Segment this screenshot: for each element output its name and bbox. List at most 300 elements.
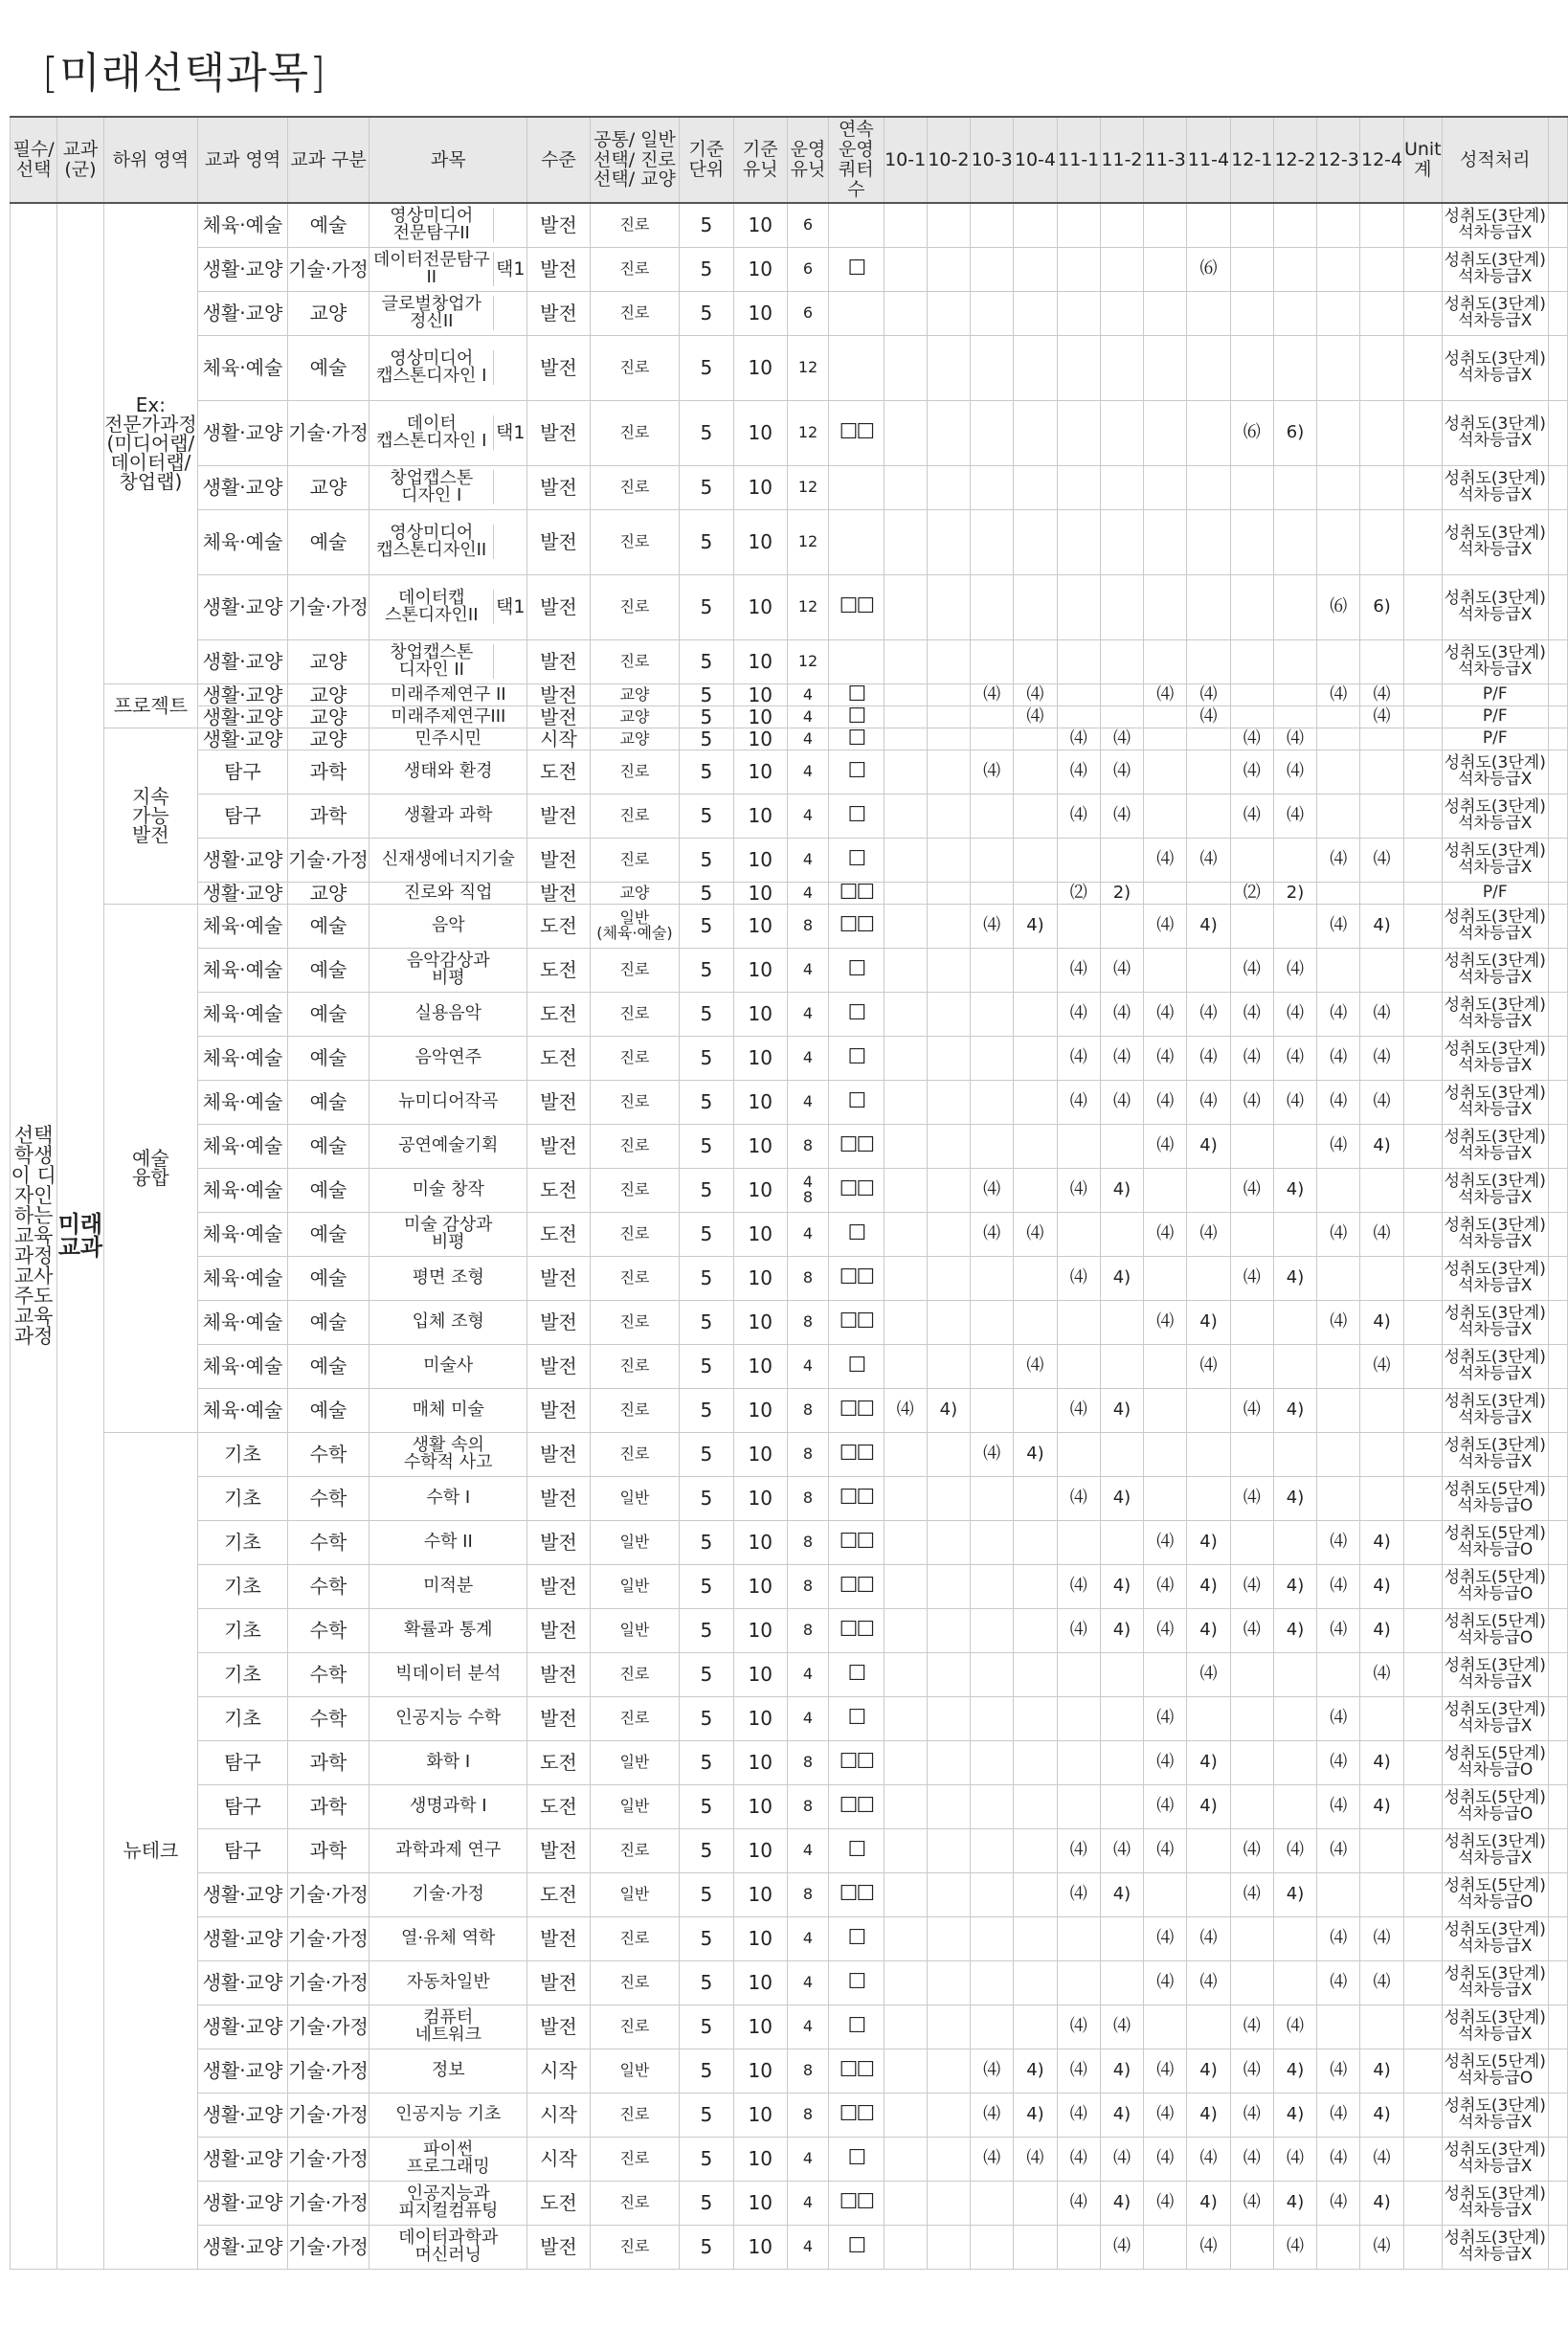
- grading-cell: 성취도(3단계) 석차등급X: [1442, 1300, 1548, 1344]
- table-row: [11, 1388, 1568, 1432]
- extra-cell: [1548, 705, 1567, 728]
- col-header: 과목: [370, 117, 527, 203]
- base-unit-cell: 5: [680, 1388, 733, 1432]
- base-credit-cell: 10: [733, 509, 787, 574]
- quarter-cell-q10-1: [884, 794, 927, 838]
- quarter-cell-q12-1: ⑷: [1230, 2004, 1273, 2049]
- quarter-cell-q10-4: [1014, 509, 1057, 574]
- quarter-cell-q10-1: [884, 882, 927, 904]
- quarter-cell-q12-1: [1230, 838, 1273, 882]
- quarter-cell-q11-1: [1057, 247, 1100, 291]
- quarter-cell-q12-2: [1273, 335, 1316, 400]
- grading-cell: 성취도(3단계) 석차등급X: [1442, 465, 1548, 509]
- quarter-cell-q11-4: [1187, 728, 1230, 750]
- quarter-cell-q10-2: [927, 509, 970, 574]
- type-cell: 교양: [590, 683, 680, 705]
- consecutive-box-cell: ☐☐: [829, 2049, 884, 2093]
- quarter-cell-q12-1: [1230, 203, 1273, 247]
- quarter-cell-q12-4: 4): [1360, 1740, 1403, 1784]
- quarter-cell-q12-4: [1360, 291, 1403, 335]
- level-cell: 시작: [527, 2093, 590, 2137]
- quarter-cell-q11-4: [1187, 1872, 1230, 1916]
- quarter-cell-q10-2: [927, 904, 970, 948]
- domain-cell: 체육·예술: [198, 1256, 288, 1300]
- type-cell: 진로: [590, 1696, 680, 1740]
- base-unit-cell: 5: [680, 400, 733, 465]
- subject-wrap: [370, 509, 527, 574]
- quarter-cell-q11-3: [1144, 1388, 1187, 1432]
- type-cell: 진로: [590, 992, 680, 1036]
- table-row: [11, 2181, 1568, 2225]
- type-cell: 진로: [590, 1388, 680, 1432]
- quarter-cell-q12-4: 4): [1360, 1124, 1403, 1168]
- domain-cell: 기초: [198, 1696, 288, 1740]
- subject-cell: 데이터캡 스톤디자인II: [384, 588, 479, 625]
- quarter-cell-q11-3: ⑷: [1144, 683, 1187, 705]
- quarter-cell-q12-4: [1360, 1828, 1403, 1872]
- domain-cell: 생활·교양: [198, 2049, 288, 2093]
- base-unit-cell: 5: [680, 728, 733, 750]
- quarter-cell-q12-4: 4): [1360, 904, 1403, 948]
- quarter-cell-q11-4: 4): [1187, 1564, 1230, 1608]
- quarter-cell-q10-1: [884, 1960, 927, 2004]
- quarter-cell-q12-2: ⑷: [1273, 794, 1316, 838]
- quarter-cell-q11-4: ⑷: [1187, 705, 1230, 728]
- quarter-cell-q10-3: [971, 1696, 1014, 1740]
- domain-cell: 탐구: [198, 1784, 288, 1828]
- quarter-cell-q11-4: [1187, 2004, 1230, 2049]
- base-credit-cell: 10: [733, 1564, 787, 1608]
- quarter-cell-q12-2: [1273, 1124, 1316, 1168]
- domain-cell: 체육·예술: [198, 1124, 288, 1168]
- division-cell: 예술: [287, 948, 370, 992]
- table-row: [11, 1212, 1568, 1256]
- consecutive-box-cell: ☐☐: [829, 1256, 884, 1300]
- quarter-cell-q11-3: ⑷: [1144, 2093, 1187, 2137]
- quarter-cell-q12-2: 4): [1273, 1872, 1316, 1916]
- op-credit-cell: 8: [787, 1784, 828, 1828]
- quarter-cell-q10-3: [971, 1124, 1014, 1168]
- choose-one-marker: [493, 296, 526, 330]
- subject-cell: 영상미디어 캡스톤디자인 I: [376, 348, 487, 386]
- quarter-cell-q12-1: ⑷: [1230, 728, 1273, 750]
- base-credit-cell: 10: [733, 1344, 787, 1388]
- quarter-cell-q12-1: ⑷: [1230, 1256, 1273, 1300]
- quarter-cell-q10-1: [884, 1740, 927, 1784]
- type-cell: 진로: [590, 2181, 680, 2225]
- level-cell: 발전: [527, 1520, 590, 1564]
- table-row: [11, 1432, 1568, 1476]
- consecutive-box-cell: ☐☐: [829, 2093, 884, 2137]
- subject-cell: 생활 속의 수학적 사고: [370, 1432, 527, 1476]
- quarter-cell-q11-4: ⑷: [1187, 1080, 1230, 1124]
- unit-total-cell: [1403, 1036, 1442, 1080]
- quarter-cell-q11-4: 4): [1187, 2049, 1230, 2093]
- subject-cell: 음악감상과 비평: [370, 948, 527, 992]
- quarter-cell-q10-4: [1014, 1168, 1057, 1212]
- quarter-cell-q12-2: 6): [1273, 400, 1316, 465]
- subject-cell: 수학 II: [370, 1520, 527, 1564]
- level-cell: 발전: [527, 1388, 590, 1432]
- quarter-cell-q11-1: ⑷: [1057, 2181, 1100, 2225]
- base-credit-cell: 10: [733, 1124, 787, 1168]
- level-cell: 도전: [527, 1872, 590, 1916]
- base-unit-cell: 5: [680, 882, 733, 904]
- quarter-cell-q11-1: [1057, 1652, 1100, 1696]
- quarter-cell-q11-1: [1057, 574, 1100, 639]
- base-unit-cell: 5: [680, 948, 733, 992]
- extra-cell: [1548, 948, 1567, 992]
- quarter-cell-q12-3: ⑹: [1317, 574, 1360, 639]
- quarter-cell-q12-2: ⑷: [1273, 992, 1316, 1036]
- consecutive-box-cell: [829, 291, 884, 335]
- type-cell: 진로: [590, 948, 680, 992]
- division-cell: 기술·가정: [287, 2049, 370, 2093]
- domain-cell: 탐구: [198, 1740, 288, 1784]
- extra-cell: [1548, 728, 1567, 750]
- level-cell: 발전: [527, 1344, 590, 1388]
- subject-cell: 정보: [370, 2049, 527, 2093]
- quarter-cell-q12-2: ⑷: [1273, 1036, 1316, 1080]
- quarter-cell-q12-2: [1273, 705, 1316, 728]
- col-header: 공통/ 일반선택/ 진로선택/ 교양: [590, 117, 680, 203]
- op-credit-cell: 4: [787, 2181, 828, 2225]
- quarter-cell-q10-2: [927, 1564, 970, 1608]
- subject-cell: 음악: [370, 904, 527, 948]
- base-credit-cell: 10: [733, 1476, 787, 1520]
- division-cell: 예술: [287, 1168, 370, 1212]
- type-cell: 진로: [590, 2004, 680, 2049]
- grading-cell: 성취도(5단계) 석차등급O: [1442, 1564, 1548, 1608]
- extra-cell: [1548, 1344, 1567, 1388]
- quarter-cell-q11-1: [1057, 1212, 1100, 1256]
- quarter-cell-q10-2: [927, 948, 970, 992]
- quarter-cell-q12-2: [1273, 838, 1316, 882]
- unit-total-cell: [1403, 1432, 1442, 1476]
- division-cell: 수학: [287, 1608, 370, 1652]
- extra-cell: [1548, 2181, 1567, 2225]
- division-cell: 기술·가정: [287, 2137, 370, 2181]
- quarter-cell-q12-1: ⑷: [1230, 750, 1273, 794]
- level-cell: 발전: [527, 882, 590, 904]
- level-cell: 발전: [527, 794, 590, 838]
- quarter-cell-q12-3: ⑷: [1317, 1916, 1360, 1960]
- quarter-cell-q10-3: [971, 728, 1014, 750]
- op-credit-cell: 8: [787, 1388, 828, 1432]
- grading-cell: 성취도(3단계) 석차등급X: [1442, 794, 1548, 838]
- op-credit-cell: 6: [787, 203, 828, 247]
- extra-cell: [1548, 509, 1567, 574]
- quarter-cell-q12-3: [1317, 1476, 1360, 1520]
- quarter-cell-q12-4: ⑷: [1360, 838, 1403, 882]
- subject-cell: 영상미디어 캡스톤디자인II: [376, 523, 487, 560]
- quarter-cell-q10-3: [971, 509, 1014, 574]
- quarter-cell-q10-1: [884, 992, 927, 1036]
- quarter-cell-q11-3: ⑷: [1144, 1520, 1187, 1564]
- base-credit-cell: 10: [733, 2137, 787, 2181]
- quarter-cell-q12-2: [1273, 247, 1316, 291]
- type-cell: 진로: [590, 2093, 680, 2137]
- subject-cell: 실용음악: [370, 992, 527, 1036]
- table-row: [11, 1784, 1568, 1828]
- extra-cell: [1548, 1124, 1567, 1168]
- quarter-cell-q10-3: [971, 574, 1014, 639]
- quarter-cell-q11-4: 4): [1187, 1520, 1230, 1564]
- quarter-cell-q10-2: [927, 1300, 970, 1344]
- division-cell: 교양: [287, 705, 370, 728]
- quarter-cell-q10-3: [971, 1916, 1014, 1960]
- col-header: 11-1: [1057, 117, 1100, 203]
- table-row: [11, 1740, 1568, 1784]
- table-row: [11, 1036, 1568, 1080]
- base-credit-cell: 10: [733, 465, 787, 509]
- quarter-cell-q12-3: [1317, 705, 1360, 728]
- extra-cell: [1548, 291, 1567, 335]
- table-row: [11, 400, 1568, 465]
- quarter-cell-q12-3: [1317, 639, 1360, 683]
- col-header: 연속 운영 쿼터 수: [829, 117, 884, 203]
- choose-one-marker: [493, 208, 526, 242]
- domain-cell: 탐구: [198, 750, 288, 794]
- extra-cell: [1548, 1212, 1567, 1256]
- quarter-cell-q12-2: [1273, 683, 1316, 705]
- consecutive-box-cell: ☐☐: [829, 1300, 884, 1344]
- table-row: [11, 639, 1568, 683]
- table-row: [11, 1960, 1568, 2004]
- quarter-cell-q12-2: 2): [1273, 882, 1316, 904]
- quarter-cell-q10-2: [927, 1784, 970, 1828]
- quarter-cell-q10-2: [927, 335, 970, 400]
- table-row: [11, 1124, 1568, 1168]
- consecutive-box-cell: ☐☐: [829, 882, 884, 904]
- base-unit-cell: 5: [680, 838, 733, 882]
- consecutive-box-cell: ☐: [829, 948, 884, 992]
- quarter-cell-q12-2: [1273, 1784, 1316, 1828]
- extra-cell: [1548, 335, 1567, 400]
- quarter-cell-q12-3: ⑷: [1317, 1960, 1360, 2004]
- level-cell: 발전: [527, 1476, 590, 1520]
- subject-cell: 매체 미술: [370, 1388, 527, 1432]
- type-cell: 진로: [590, 1344, 680, 1388]
- quarter-cell-q12-2: [1273, 1344, 1316, 1388]
- quarter-cell-q11-3: [1144, 1476, 1187, 1520]
- quarter-cell-q11-1: [1057, 904, 1100, 948]
- quarter-cell-q11-2: ⑷: [1100, 992, 1143, 1036]
- grading-cell: 성취도(3단계) 석차등급X: [1442, 1388, 1548, 1432]
- quarter-cell-q10-1: [884, 948, 927, 992]
- extra-cell: [1548, 1564, 1567, 1608]
- base-credit-cell: 10: [733, 904, 787, 948]
- quarter-cell-q12-4: [1360, 882, 1403, 904]
- quarter-cell-q10-3: ⑷: [971, 2049, 1014, 2093]
- base-credit-cell: 10: [733, 2225, 787, 2269]
- quarter-cell-q11-1: ⑵: [1057, 882, 1100, 904]
- quarter-cell-q11-1: [1057, 838, 1100, 882]
- quarter-cell-q11-2: ⑷: [1100, 948, 1143, 992]
- base-unit-cell: 5: [680, 247, 733, 291]
- subject-cell: 빅데이터 분석: [370, 1652, 527, 1696]
- quarter-cell-q12-2: 4): [1273, 1564, 1316, 1608]
- op-credit-cell: 12: [787, 335, 828, 400]
- base-unit-cell: 5: [680, 335, 733, 400]
- quarter-cell-q11-2: [1100, 291, 1143, 335]
- quarter-cell-q12-2: 4): [1273, 2181, 1316, 2225]
- quarter-cell-q12-4: ⑷: [1360, 1652, 1403, 1696]
- base-credit-cell: 10: [733, 2093, 787, 2137]
- quarter-cell-q12-2: ⑷: [1273, 1080, 1316, 1124]
- quarter-cell-q10-3: ⑷: [971, 904, 1014, 948]
- domain-cell: 체육·예술: [198, 1344, 288, 1388]
- quarter-cell-q12-4: [1360, 794, 1403, 838]
- quarter-cell-q12-3: [1317, 1168, 1360, 1212]
- subject-cell: 데이터전문탐구II: [372, 250, 490, 287]
- unit-total-cell: [1403, 1828, 1442, 1872]
- quarter-cell-q11-2: ⑷: [1100, 2004, 1143, 2049]
- op-credit-cell: 8: [787, 1608, 828, 1652]
- quarter-cell-q11-2: 4): [1100, 1168, 1143, 1212]
- quarter-cell-q10-1: [884, 750, 927, 794]
- type-cell: 일반: [590, 1872, 680, 1916]
- extra-cell: [1548, 750, 1567, 794]
- type-cell: 일반: [590, 1740, 680, 1784]
- table-row: [11, 992, 1568, 1036]
- quarter-cell-q10-3: ⑷: [971, 1168, 1014, 1212]
- subject-cell: 평면 조형: [370, 1256, 527, 1300]
- domain-cell: 체육·예술: [198, 1168, 288, 1212]
- quarter-cell-q10-4: [1014, 1300, 1057, 1344]
- quarter-cell-q10-2: [927, 1520, 970, 1564]
- domain-cell: 생활·교양: [198, 882, 288, 904]
- quarter-cell-q12-2: ⑷: [1273, 728, 1316, 750]
- extra-cell: [1548, 574, 1567, 639]
- domain-cell: 생활·교양: [198, 2137, 288, 2181]
- quarter-cell-q11-2: [1100, 1520, 1143, 1564]
- quarter-cell-q11-1: ⑷: [1057, 750, 1100, 794]
- division-cell: 교양: [287, 882, 370, 904]
- op-credit-cell: 4: [787, 1916, 828, 1960]
- table-row: [11, 750, 1568, 794]
- quarter-cell-q10-3: [971, 1608, 1014, 1652]
- op-credit-cell: 4: [787, 992, 828, 1036]
- subject-cell: 화학 I: [370, 1740, 527, 1784]
- quarter-cell-q10-3: [971, 1080, 1014, 1124]
- quarter-cell-q12-2: 4): [1273, 1608, 1316, 1652]
- quarter-cell-q10-1: [884, 1828, 927, 1872]
- quarter-cell-q10-3: [971, 1872, 1014, 1916]
- extra-cell: [1548, 794, 1567, 838]
- grading-cell: 성취도(3단계) 석차등급X: [1442, 1344, 1548, 1388]
- quarter-cell-q10-4: [1014, 1476, 1057, 1520]
- op-credit-cell: 6: [787, 247, 828, 291]
- op-credit-cell: 4: [787, 1652, 828, 1696]
- domain-cell: 생활·교양: [198, 1960, 288, 2004]
- quarter-cell-q10-3: ⑷: [971, 2137, 1014, 2181]
- grading-cell: 성취도(3단계) 석차등급X: [1442, 1652, 1548, 1696]
- quarter-cell-q12-3: [1317, 335, 1360, 400]
- domain-cell: 체육·예술: [198, 1300, 288, 1344]
- table-row: [11, 1608, 1568, 1652]
- quarter-cell-q12-1: [1230, 1124, 1273, 1168]
- base-unit-cell: 5: [680, 1740, 733, 1784]
- base-unit-cell: 5: [680, 1696, 733, 1740]
- quarter-cell-q10-4: [1014, 750, 1057, 794]
- quarter-cell-q12-1: ⑷: [1230, 2093, 1273, 2137]
- quarter-cell-q12-2: [1273, 639, 1316, 683]
- quarter-cell-q11-1: ⑷: [1057, 1256, 1100, 1300]
- division-cell: 수학: [287, 1520, 370, 1564]
- table-row: [11, 1652, 1568, 1696]
- quarter-cell-q12-1: ⑹: [1230, 400, 1273, 465]
- quarter-cell-q10-3: [971, 335, 1014, 400]
- quarter-cell-q10-3: [971, 400, 1014, 465]
- quarter-cell-q12-1: [1230, 465, 1273, 509]
- subject-cell: 미래주제연구III: [370, 705, 527, 728]
- quarter-cell-q10-3: [971, 1036, 1014, 1080]
- quarter-cell-q11-2: ⑷: [1100, 1080, 1143, 1124]
- consecutive-box-cell: ☐: [829, 1696, 884, 1740]
- table-row: [11, 203, 1568, 247]
- domain-cell: 생활·교양: [198, 705, 288, 728]
- quarter-cell-q10-4: [1014, 465, 1057, 509]
- quarter-cell-q12-4: 4): [1360, 1300, 1403, 1344]
- type-cell: 진로: [590, 1960, 680, 2004]
- division-cell: 교양: [287, 465, 370, 509]
- base-unit-cell: 5: [680, 992, 733, 1036]
- quarter-cell-q10-3: [971, 291, 1014, 335]
- quarter-cell-q12-1: ⑷: [1230, 1168, 1273, 1212]
- unit-total-cell: [1403, 794, 1442, 838]
- subject-cell: 인공지능 기초: [370, 2093, 527, 2137]
- quarter-cell-q11-2: [1100, 838, 1143, 882]
- level-cell: 발전: [527, 400, 590, 465]
- grading-cell: 성취도(3단계) 석차등급X: [1442, 509, 1548, 574]
- division-cell: 기술·가정: [287, 1872, 370, 1916]
- quarter-cell-q11-1: [1057, 509, 1100, 574]
- level-cell: 발전: [527, 1828, 590, 1872]
- quarter-cell-q10-4: [1014, 1564, 1057, 1608]
- col-header: 운영 유닛: [787, 117, 828, 203]
- unit-total-cell: [1403, 400, 1442, 465]
- quarter-cell-q10-2: [927, 750, 970, 794]
- quarter-cell-q12-3: [1317, 2004, 1360, 2049]
- quarter-cell-q11-4: ⑷: [1187, 1036, 1230, 1080]
- quarter-cell-q12-2: ⑷: [1273, 2004, 1316, 2049]
- division-cell: 수학: [287, 1652, 370, 1696]
- quarter-cell-q11-1: [1057, 1740, 1100, 1784]
- quarter-cell-q11-1: [1057, 400, 1100, 465]
- base-credit-cell: 10: [733, 335, 787, 400]
- extra-cell: [1548, 2049, 1567, 2093]
- base-credit-cell: 10: [733, 639, 787, 683]
- quarter-cell-q10-4: [1014, 291, 1057, 335]
- quarter-cell-q10-4: [1014, 1520, 1057, 1564]
- quarter-cell-q11-1: ⑷: [1057, 1080, 1100, 1124]
- quarter-cell-q11-3: [1144, 948, 1187, 992]
- quarter-cell-q11-3: [1144, 1168, 1187, 1212]
- quarter-cell-q11-2: [1100, 639, 1143, 683]
- base-credit-cell: 10: [733, 1256, 787, 1300]
- subject-cell: 데이터 캡스톤디자인 I: [376, 414, 487, 451]
- quarter-cell-q12-2: 4): [1273, 1388, 1316, 1432]
- quarter-cell-q12-4: 4): [1360, 2093, 1403, 2137]
- quarter-cell-q12-2: [1273, 1696, 1316, 1740]
- base-credit-cell: 10: [733, 2004, 787, 2049]
- base-credit-cell: 10: [733, 1652, 787, 1696]
- division-cell: 예술: [287, 509, 370, 574]
- grading-cell: 성취도(3단계) 석차등급X: [1442, 992, 1548, 1036]
- consecutive-box-cell: [829, 335, 884, 400]
- subject-cell: 진로와 직업: [370, 882, 527, 904]
